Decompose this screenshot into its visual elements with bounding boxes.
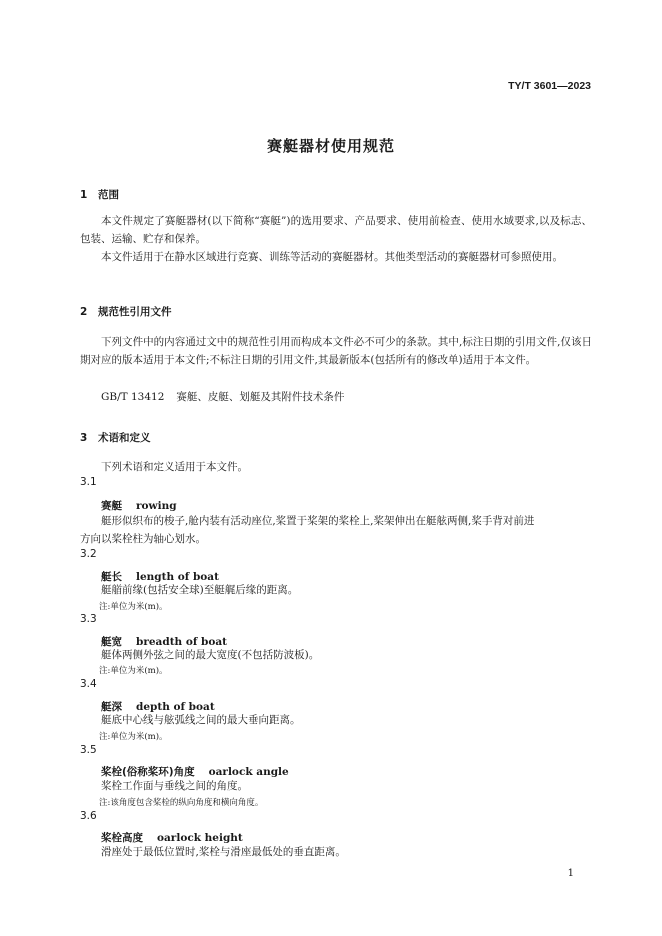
term-definition: 艇艏前缘(包括安全球)至艇艉后缘的距离。 [101,584,299,596]
section-number: 2 [80,306,88,318]
term-english: breadth of boat [136,636,228,648]
term-number: 3.4 [80,678,97,690]
term-note: 注:单位为米(m)。 [99,602,168,612]
document-title: 赛艇器材使用规范 [266,137,395,155]
term-heading [101,760,289,779]
term-number: 3.3 [80,613,97,625]
term-definition: 艇形似织布的梭子,舱内装有活动座位,桨置于桨架的桨栓上,桨架伸出在艇舷两侧,桨手背对前进 [101,515,535,527]
section-number: 3 [80,432,88,444]
term-english: depth of boat [136,701,215,713]
section-title: 范围 [98,189,119,201]
reference-title: 赛艇、皮艇、划艇及其附件技术条件 [176,391,345,403]
term-number: 3.2 [80,548,97,560]
section-1-heading [80,187,119,202]
term-definition: 艇底中心线与舷弧线之间的最大垂向距离。 [101,714,301,726]
term-english: oarlock height [157,832,243,844]
term-heading [101,826,243,845]
term-chinese: 艇深 [101,701,122,713]
term-note: 注:该角度包含桨栓的纵向角度和横向角度。 [99,798,264,808]
term-number: 3.5 [80,744,97,756]
reference-code: GB/T 13412 [101,391,165,403]
normative-reference [101,389,344,404]
section-title: 规范性引用文件 [98,306,172,318]
section-title: 术语和定义 [98,432,151,444]
term-chinese: 艇长 [101,571,122,583]
term-chinese: 桨栓高度 [101,832,143,844]
term-chinese: 赛艇 [101,500,122,512]
term-number: 3.6 [80,810,97,822]
term-english: rowing [136,500,177,512]
page-number: 1 [567,868,574,879]
term-definition-continued: 方向以桨栓柱为轴心划水。 [80,533,206,545]
section-3-intro: 下列术语和定义适用于本文件。 [101,461,248,473]
term-note: 注:单位为米(m)。 [99,732,168,742]
term-english: oarlock angle [208,766,289,778]
term-definition: 艇体两侧外弦之间的最大宽度(不包括防波板)。 [101,649,320,661]
term-definition: 滑座处于最低位置时,桨栓与滑座最低处的垂直距离。 [101,846,346,858]
term-number: 3.1 [80,476,97,488]
section-2-heading [80,304,172,319]
document-code: TY/T 3601—2023 [508,80,591,92]
term-chinese: 桨栓(俗称桨环)角度 [101,766,195,778]
section-3-heading [80,430,151,445]
section-1-paragraph-2: 本文件适用于在静水区域进行竞赛、训练等活动的赛艇器材。其他类型活动的赛艇器材可参照使用。 [101,251,563,263]
term-chinese: 艇宽 [101,636,122,648]
section-1-paragraph-1: 本文件规定了赛艇器材(以下简称“赛艇”)的选用要求、产品要求、使用前检查、使用水域要求,以及标志、包装、运输、贮存和保养。 [80,215,592,245]
section-2-paragraph-1: 下列文件中的内容通过文中的规范性引用而构成本文件必不可少的条款。其中,标注日期的引用文件,仅该日期对应的版本适用于本文件;不标注日期的引用文件,其最新版本(包括所有的修改单)适用于本文件。 [80,336,592,366]
term-heading [101,494,177,513]
term-english: length of boat [136,571,219,583]
term-definition: 桨栓工作面与垂线之间的角度。 [101,780,248,792]
term-note: 注:单位为米(m)。 [99,666,168,676]
section-number: 1 [80,189,88,201]
